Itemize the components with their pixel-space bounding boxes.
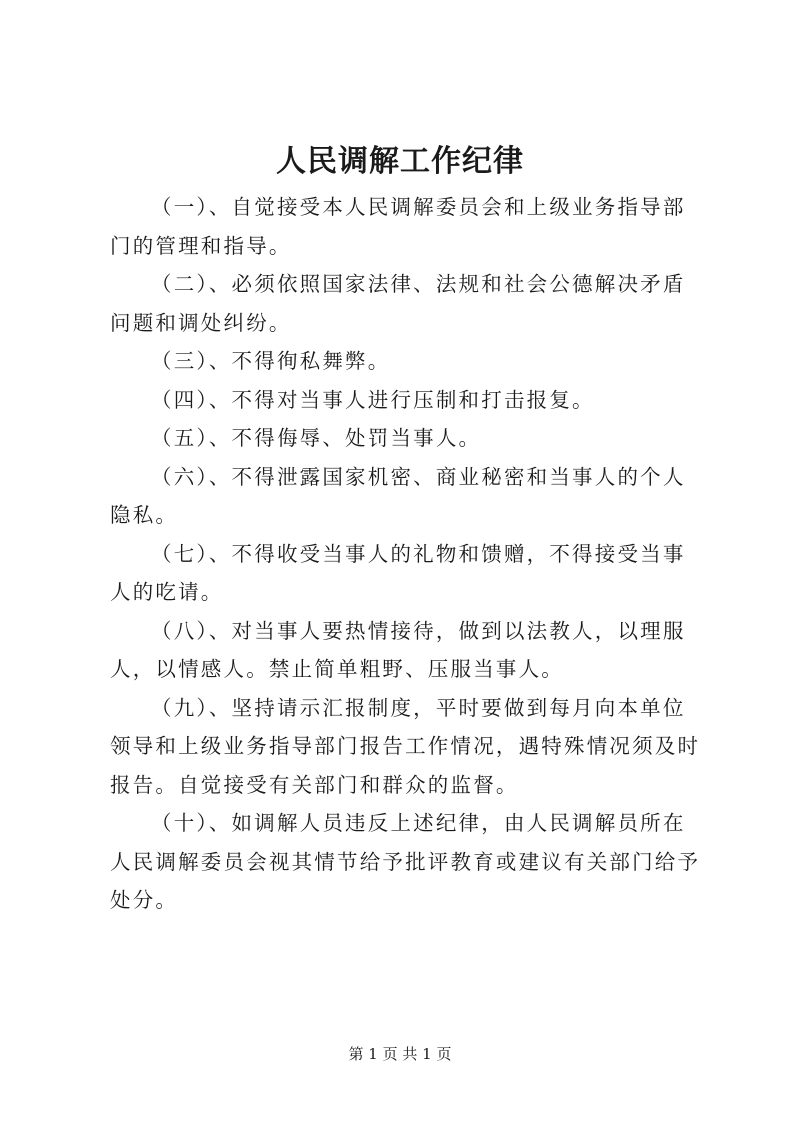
rule-paragraph-10: （十）、如调解人员违反上述纪律，由人民调解员所在人民调解委员会视其情节给予批评教育或建议有关部门给予处分。	[110, 811, 701, 912]
rule-paragraph-9: （九）、坚持请示汇报制度，平时要做到每月向本单位领导和上级业务指导部门报告工作情况，遇特殊情况须及时报告。自觉接受有关部门和群众的监督。	[110, 695, 701, 797]
rule-paragraph-4: （四）、不得对当事人进行压制和打击报复。	[151, 387, 595, 412]
rule-paragraph-5: （五）、不得侮辱、处罚当事人。	[151, 426, 482, 450]
rule-paragraph-8: （八）、对当事人要热情接待，做到以法教人，以理服人，以情感人。禁止简单粗野、压服当事人。	[110, 618, 686, 681]
rule-paragraph-1: （一）、自觉接受本人民调解委员会和上级业务指导部门的管理和指导。	[110, 195, 686, 258]
rule-paragraph-6: （六）、不得泄露国家机密、商业秘密和当事人的个人隐私。	[110, 464, 686, 527]
document-title: 人民调解工作纪律	[276, 144, 524, 179]
rule-paragraph-2: （二）、必须依照国家法律、法规和社会公德解决矛盾问题和调处纠纷。	[110, 272, 686, 335]
document-body	[110, 188, 705, 920]
page-footer: 第 1 页 共 1 页	[348, 1045, 452, 1063]
rule-paragraph-7: （七）、不得收受当事人的礼物和馈赠，不得接受当事人的吃请。	[110, 541, 686, 604]
rule-paragraph-3: （三）、不得徇私舞弊。	[151, 349, 391, 373]
